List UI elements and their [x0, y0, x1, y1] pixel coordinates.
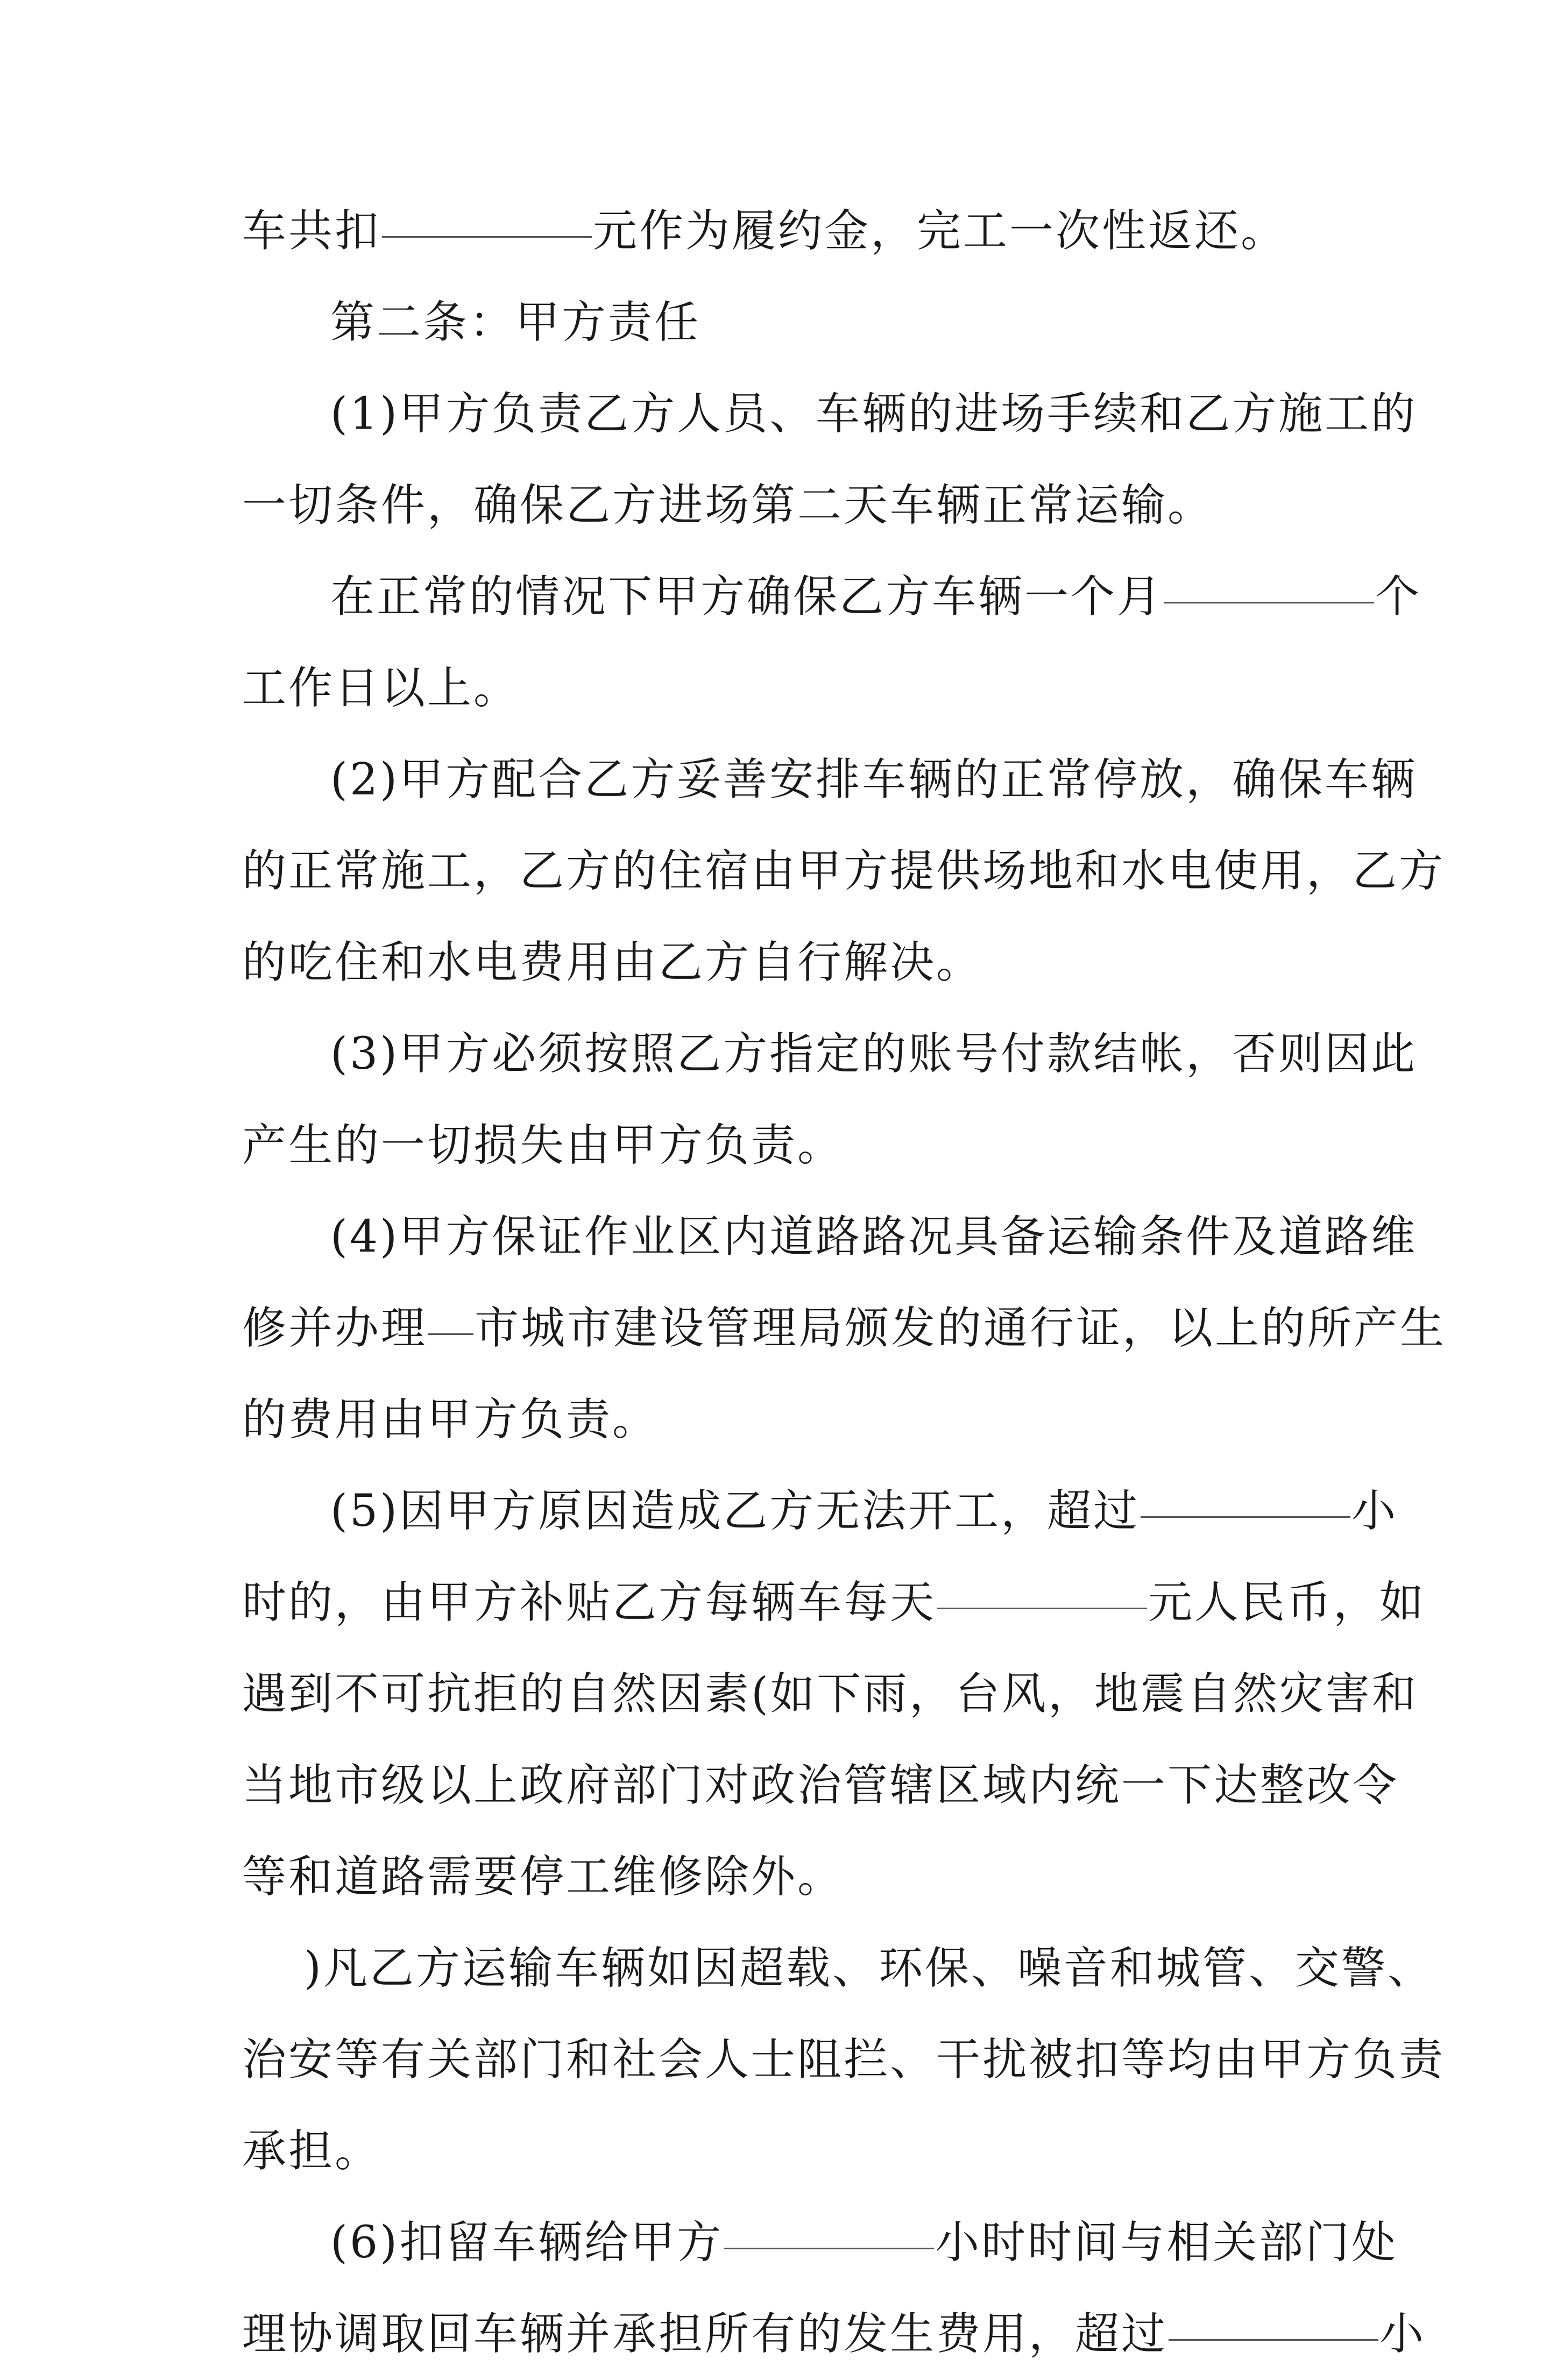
contract-text: [242, 186, 1447, 2380]
text-segment: 第二条：甲方责任: [330, 297, 701, 348]
text-line: [242, 2106, 1318, 2197]
text-segment: (4)甲方保证作业区内道路路况具备运输条件及道路维: [330, 1211, 1418, 1262]
text-segment: 理协调取回车辆并承担所有的发生费用，超过: [242, 2308, 1168, 2360]
text-segment: 元作为履约金，完工一次性返还。: [593, 205, 1287, 257]
text-segment: (3)甲方必须按照乙方指定的账号付款结帐，否则因此: [330, 1028, 1418, 1079]
text-line: [242, 460, 1318, 551]
fill-blank: [937, 1607, 1147, 1609]
text-line: [242, 1923, 1434, 2014]
fill-blank: [1164, 601, 1374, 603]
text-segment: (1)甲方负责乙方人员、车辆的进场手续和乙方施工的: [330, 388, 1418, 439]
text-line: [242, 1740, 1399, 1831]
text-line: [242, 1649, 1418, 1740]
fill-blank: [724, 2247, 934, 2249]
text-segment: 的吃住和水电费用由乙方自行解决。: [242, 937, 983, 988]
text-segment: 小: [1351, 1486, 1398, 1537]
text-segment: 遇到不可抗拒的自然因素(如下雨，台风，地震自然灾害和: [242, 1668, 1418, 1720]
text-line: [242, 1283, 1447, 1374]
fill-blank: [382, 236, 592, 238]
text-line: [242, 1466, 1398, 1557]
text-segment: 治安等有关部门和社会人士阻拦、干扰被扣等均由甲方负责: [242, 2034, 1446, 2085]
fill-blank: [1169, 2339, 1378, 2341]
text-line: [242, 1191, 1418, 1283]
text-segment: 承担。: [242, 2126, 381, 2177]
text-line: [242, 643, 1318, 734]
text-segment: (2)甲方配合乙方妥善安排车辆的正常停放，确保车辆: [330, 754, 1418, 805]
fill-blank: [1141, 1516, 1350, 1518]
text-segment: )凡乙方运输车辆如因超载、环保、噪音和城管、交警、: [304, 1943, 1434, 1994]
text-segment: 工作日以上。: [242, 663, 520, 714]
text-segment: 小时时间与相关部门处: [935, 2217, 1398, 2268]
article-heading: [242, 277, 1318, 368]
text-segment: 的费用由甲方负责。: [242, 1394, 659, 1445]
text-segment: (5)因甲方原因造成乙方无法开工，超过: [330, 1486, 1140, 1537]
text-segment: 市城市建设管理局颁发的通行证，以上的所产生: [475, 1303, 1447, 1354]
text-line: [242, 1008, 1418, 1100]
text-line: [242, 1100, 1318, 1191]
text-line: [242, 1374, 1318, 1466]
text-line: [242, 917, 1318, 1008]
text-segment: 修并办理: [242, 1303, 428, 1354]
text-segment: 产生的一切损失由甲方负责。: [242, 1120, 844, 1171]
text-line: [242, 2014, 1446, 2106]
text-segment: 元人民币，如: [1148, 1577, 1426, 1628]
text-line: [242, 368, 1418, 460]
text-segment: 个: [1375, 571, 1422, 622]
text-line: [242, 186, 1318, 277]
text-segment: 时的，由甲方补贴乙方每辆车每天: [242, 1577, 937, 1628]
text-line: [242, 826, 1446, 917]
text-segment: 小: [1379, 2308, 1426, 2360]
text-segment: 等和道路需要停工维修除外。: [242, 1851, 844, 1902]
text-line: [242, 2289, 1426, 2380]
text-segment: 在正常的情况下甲方确保乙方车辆一个月: [330, 571, 1164, 622]
text-line: [242, 2197, 1398, 2289]
text-segment: 车共扣: [242, 205, 381, 257]
text-line: [242, 734, 1418, 826]
text-segment: 一切条件，确保乙方进场第二天车辆正常运输。: [242, 480, 1214, 531]
text-line: [242, 1557, 1426, 1649]
text-line: [242, 551, 1422, 643]
text-segment: 的正常施工，乙方的住宿由甲方提供场地和水电使用，乙方: [242, 846, 1446, 897]
text-segment: 当地市级以上政府部门对政治管辖区域内统一下达整改令: [242, 1760, 1399, 1811]
fill-blank: [428, 1333, 473, 1335]
text-segment: (6)扣留车辆给甲方: [330, 2217, 724, 2268]
text-line: [242, 1831, 1318, 1923]
